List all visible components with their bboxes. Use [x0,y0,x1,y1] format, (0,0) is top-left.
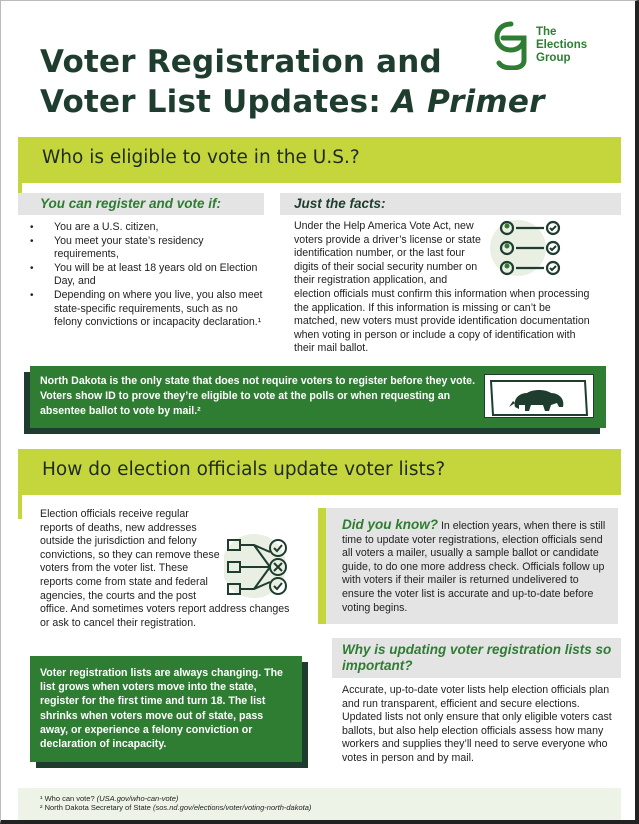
banner-accent [18,495,22,519]
update-text: Election officials receive regular reports of deaths, new addresses outside the jurisdiction and felony convictions, so they can remove these voters from the voter list. These reports come from state and federal agencies, the courts and the post office. And sometimes voters report address changes or ask to cancel their registration. [40,508,290,629]
did-you-know-text [342,518,612,615]
elections-group-logo [494,20,604,72]
north-dakota-callout [30,366,606,428]
list-item: • You meet your state’s residency requirements, [28,235,264,262]
why-heading: Why is updating voter registration lists so important? [332,638,621,678]
lists-changing-text: Voter registration lists are always changing. The list grows when voters move into the state, register for the first time and turn 18. The list shrinks when voters move out of state, pass away, or experience a felony conviction or declaration of incapacity. [40,667,283,751]
title-line-2 [40,82,545,122]
footnote-2-source: (sos.nd.gov/elections/voter/voting-north-dakota) [152,803,312,812]
facts-heading-text: Just the facts: [294,196,386,211]
title-line-2-italic: A Primer [391,84,545,120]
section-heading-eligibility: Who is eligible to vote in the U.S.? [42,147,360,168]
logo-text-line-3: Group [536,52,571,64]
footnote-1-source: (USA.gov/who-can-vote) [96,794,179,803]
north-dakota-text: North Dakota is the only state that does not require voters to register before they vote. Voters show ID to prove they’re eligible to vote at the polls or when requesting an absentee ballot to vote by mail.² [40,375,476,417]
page-title [40,42,545,122]
footnote-1 [40,794,178,803]
logo-text-line-2: Elections [536,39,588,51]
facts-text: Under the Help America Vote Act, new voters provide a driver’s license or state identification number, or the last four digits of their social security number on their registration application, and election officials must confirm this information when processing the application. If this information is missing or can’t be matched, new voters must provide identification documentation when voting in person or include a copy of identification with their mail ballot. [294,220,590,355]
lists-changing-callout [30,656,302,762]
why-text: Accurate, up-to-date voter lists help election officials plan and run transparent, efficient and secure elections. Updated lists not only ensure that only eligible voters cast ballots, but also help election officials assess how many workers and supplies they’ll need to serve everyone who votes in person and by mail. [342,684,612,764]
register-heading: You can register and vote if: [18,193,264,215]
facts-block [294,220,594,356]
logo-text-line-1: The [536,26,557,38]
did-you-know-body: In election years, when there is still time to update voter registrations, election officials send all voters a mailer, usually a sample ballot or candidate guide, to do one more address check. Officials follow up with voters if their mailer is returned undelivered to ensure the voter list is accurate and up-to-date before voting begins. [342,520,606,614]
list-item: • Depending on where you live, you also meet state-specific requirements, such as no felony convictions or incapacity declaration.¹ [28,289,264,330]
footnote-1-label: ¹ Who can vote? [40,794,97,803]
list-check-icon [224,530,294,602]
footnotes [18,788,621,820]
north-dakota-map [484,374,594,418]
did-you-know-lead: Did you know? [342,517,438,532]
voter-checklist-icon [484,220,594,276]
logo-text [536,26,587,65]
section-banner-eligibility [18,137,621,183]
title-line-2-plain: Voter List Updates: [40,84,392,120]
logo-mark-icon [494,20,528,70]
did-you-know-box [326,508,618,624]
footnote-2-label: ² North Dakota Secretary of State [40,803,153,812]
update-text-block [40,508,294,630]
facts-heading [280,193,621,215]
did-you-know-accent [318,508,326,624]
section-banner-updates [18,449,621,495]
footnote-2 [40,803,311,812]
section-heading-updates: How do election officials update voter lists? [42,459,446,480]
list-item: • You are a U.S. citizen, [28,221,264,235]
eligibility-list [28,221,264,330]
list-item: • You will be at least 18 years old on Election Day, and [28,262,264,289]
title-line-1: Voter Registration and [40,44,442,80]
bison-icon [485,375,595,419]
